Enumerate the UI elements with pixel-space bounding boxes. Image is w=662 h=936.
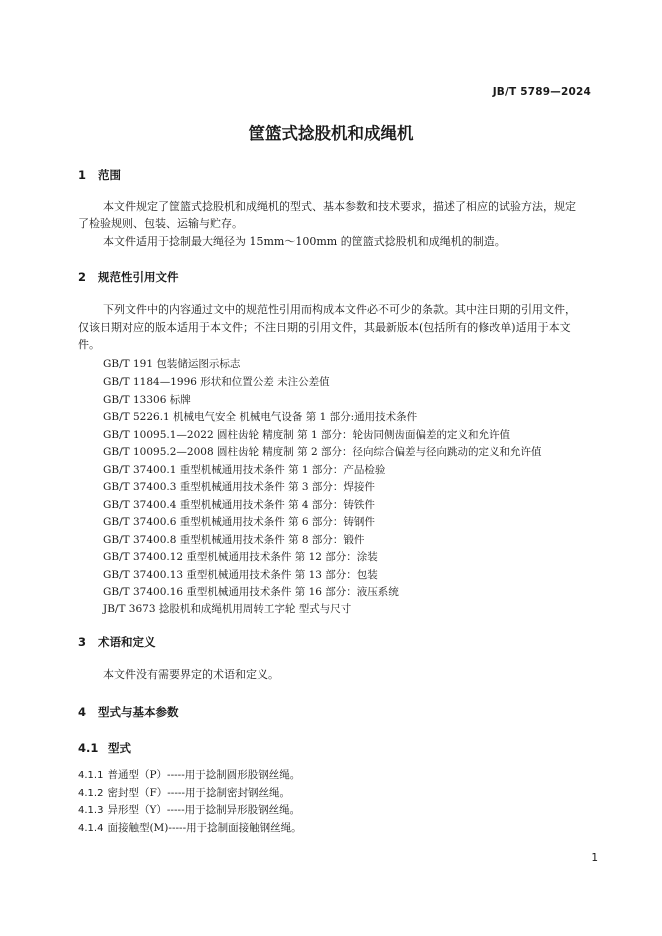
reference-item: GB/T 191 包装储运图示标志 <box>103 358 241 370</box>
page-number: 1 <box>591 852 598 864</box>
reference-item: GB/T 37400.4 重型机械通用技术条件 第 4 部分：铸铁件 <box>103 499 375 511</box>
paragraph-line: 本文件适用于捻制最大绳径为 15mm～100mm 的筐篮式捻股机和成绳机的制造。 <box>103 235 506 248</box>
section-number: 3 <box>78 635 87 649</box>
clause-text: 普通型（P）-----用于捻制圆形股钢丝绳。 <box>107 769 301 781</box>
reference-item: JB/T 3673 捻股机和成绳机用周转工字轮 型式与尺寸 <box>103 603 352 615</box>
clause-text: 异形型（Y）-----用于捻制异形股钢丝绳。 <box>107 804 301 816</box>
reference-item: GB/T 5226.1 机械电气安全 机械电气设备 第 1 部分:通用技术条件 <box>103 411 418 423</box>
clause-number: 4.1.4 <box>78 823 104 834</box>
clause-number: 4.1.3 <box>78 805 104 816</box>
subsection-title: 型式 <box>108 741 131 755</box>
section-number: 2 <box>78 270 87 284</box>
section-title: 型式与基本参数 <box>98 705 179 719</box>
section-title: 术语和定义 <box>98 635 156 649</box>
reference-item: GB/T 37400.12 重型机械通用技术条件 第 12 部分：涂装 <box>103 551 378 563</box>
reference-item: GB/T 37400.13 重型机械通用技术条件 第 13 部分：包装 <box>103 569 378 581</box>
paragraph-line: 本文件没有需要界定的术语和定义。 <box>103 668 279 681</box>
section-heading-normative <box>78 269 179 285</box>
clause-text: 面接触型(M)-----用于捻制面接触钢丝绳。 <box>107 822 302 834</box>
paragraph-line: 件。 <box>78 338 100 351</box>
paragraph-line: 下列文件中的内容通过文中的规范性引用而构成本文件必不可少的条款。其中注日期的引用文件， <box>103 303 576 316</box>
section-heading-terms <box>78 634 156 650</box>
clause-item <box>78 785 290 800</box>
clause-item <box>78 767 300 782</box>
clause-text: 密封型（F）-----用于捻制密封钢丝绳。 <box>107 787 290 799</box>
clause-number: 4.1.2 <box>78 788 104 799</box>
section-number: 4 <box>78 705 87 719</box>
clause-item <box>78 802 300 817</box>
section-number: 1 <box>78 168 87 182</box>
reference-item: GB/T 37400.16 重型机械通用技术条件 第 16 部分：液压系统 <box>103 586 399 598</box>
reference-item: GB/T 10095.2—2008 圆柱齿轮 精度制 第 2 部分：径向综合偏差与径向跳动的定义和允许值 <box>103 446 542 458</box>
clause-item <box>78 820 302 835</box>
subsection-heading-type <box>78 740 131 756</box>
subsection-number: 4.1 <box>78 741 99 755</box>
document-title: 筐篮式捻股机和成绳机 <box>248 124 414 143</box>
paragraph-line: 了检验规则、包装、运输与贮存。 <box>78 217 243 230</box>
standard-number: JB/T 5789—2024 <box>492 86 591 98</box>
section-title: 规范性引用文件 <box>98 270 179 284</box>
reference-item: GB/T 37400.8 重型机械通用技术条件 第 8 部分：锻件 <box>103 534 365 546</box>
section-heading-types <box>78 704 179 720</box>
reference-item: GB/T 1184—1996 形状和位置公差 未注公差值 <box>103 376 330 388</box>
reference-item: GB/T 37400.1 重型机械通用技术条件 第 1 部分：产品检验 <box>103 464 386 476</box>
reference-item: GB/T 37400.6 重型机械通用技术条件 第 6 部分：铸钢件 <box>103 516 375 528</box>
reference-item: GB/T 13306 标牌 <box>103 394 191 406</box>
paragraph-line: 本文件规定了筐篮式捻股机和成绳机的型式、基本参数和技术要求，描述了相应的试验方法，规定 <box>103 200 576 213</box>
reference-item: GB/T 37400.3 重型机械通用技术条件 第 3 部分：焊接件 <box>103 481 375 493</box>
paragraph-line: 仅该日期对应的版本适用于本文件；不注日期的引用文件，其最新版本(包括所有的修改单)适用于本文 <box>78 321 571 334</box>
clause-number: 4.1.1 <box>78 770 104 781</box>
reference-item: GB/T 10095.1—2022 圆柱齿轮 精度制 第 1 部分：轮齿同侧齿面偏差的定义和允许值 <box>103 429 510 441</box>
section-title: 范围 <box>98 168 121 182</box>
section-heading-scope <box>78 167 121 183</box>
